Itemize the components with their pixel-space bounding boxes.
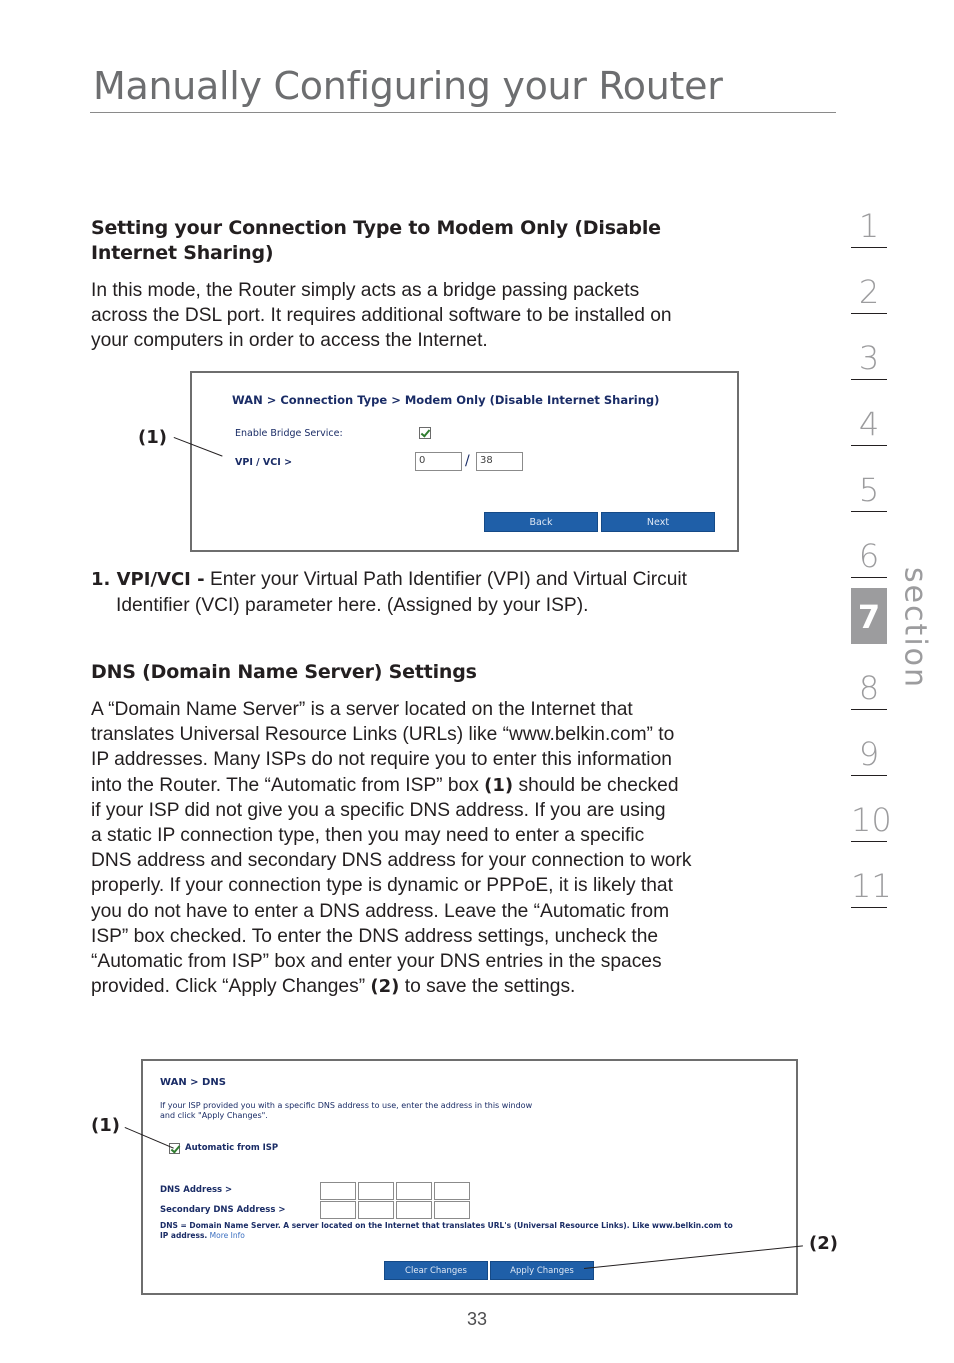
bridge-service-checkbox[interactable] [419,427,431,439]
vpi-vci-separator: / [465,453,470,469]
section-tab-4[interactable]: 4 [851,380,887,446]
modem-only-paragraph: In this mode, the Router simply acts as a bridge passing packets across the DSL port. It requires additional software to be installed on your computers in order to access the Internet. [91,280,672,352]
dns-intro-line1: If your ISP provided you with a specific DNS address to use, enter the address in this window [160,1101,533,1110]
vpi-vci-item: 1. VPI/VCI - Enter your Virtual Path Identifier (VPI) and Virtual Circuit Identifier (VCI) parameter here. (Assigned by your ISP). [91,569,688,616]
dns-octet-4[interactable] [434,1182,470,1200]
title-divider [90,112,836,113]
section-tab-11[interactable]: 11 [851,842,887,908]
dns-paragraph: A “Domain Name Server” is a server located on the Internet that translates Universal Resource Links (URLs) like “www.belkin.com” to IP addresses. Many ISPs do not require you to enter this information into the Router. The “Automatic from ISP” box (1) should be checked if your ISP did not give you a specific DNS address. If you are using a static IP connection type, then you may need to enter a specific DNS address and secondary DNS address for your connection to work properly. If your connection type is dynamic or PPPoE, it is likely that you do not have to enter a DNS address. Leave the “Automatic from ISP” box checked. To enter the DNS address settings, uncheck the “Automatic from ISP” box and enter your DNS entries in the spaces provided. Click “Apply Changes” (2) to save the settings. [91,699,692,998]
secondary-dns-octet-2[interactable] [358,1201,394,1219]
section-tab-7-active[interactable]: 7 [851,588,887,644]
section-tab-8[interactable]: 8 [851,644,887,710]
wan-breadcrumb: WAN > Connection Type > Modem Only (Disable Internet Sharing) [232,393,660,407]
bridge-service-label: Enable Bridge Service: [235,428,343,439]
back-button[interactable]: Back [484,512,598,532]
dns-screenshot [141,1059,798,1295]
page-title: Manually Configuring your Router [93,64,723,108]
vpi-vci-item-label: 1. VPI/VCI - [91,569,205,590]
dns-address-label: DNS Address > [160,1185,233,1195]
clear-changes-button[interactable]: Clear Changes [384,1261,488,1280]
automatic-from-isp-label: Automatic from ISP [185,1143,279,1153]
secondary-dns-octet-1[interactable] [320,1201,356,1219]
section-tab-2[interactable]: 2 [851,248,887,314]
secondary-dns-octet-4[interactable] [434,1201,470,1219]
dns-octet-1[interactable] [320,1182,356,1200]
section-tab-6[interactable]: 6 [851,512,887,578]
next-button[interactable]: Next [601,512,715,532]
section-tab-10[interactable]: 10 [851,776,887,842]
dns-heading: DNS (Domain Name Server) Settings [91,661,477,683]
dns-breadcrumb: WAN > DNS [160,1077,226,1088]
more-info-link[interactable]: More Info [209,1231,245,1240]
section-tab-5[interactable]: 5 [851,446,887,512]
section-tab-9[interactable]: 9 [851,710,887,776]
dns-note-line1: DNS = Domain Name Server. A server located on the Internet that translates URL's (Universal Resource Links). Like www.belkin.com to [160,1221,733,1230]
vpi-input[interactable]: 0 [415,452,462,471]
dns-note-line2: IP address. More Info [160,1231,245,1240]
secondary-dns-octet-3[interactable] [396,1201,432,1219]
dns-octet-2[interactable] [358,1182,394,1200]
vpi-vci-label: VPI / VCI > [235,457,293,468]
automatic-from-isp-checkbox[interactable] [169,1143,180,1154]
section-tabs [851,182,892,908]
vci-input[interactable]: 38 [476,452,523,471]
section-tab-3[interactable]: 3 [851,314,887,380]
callout-1-modem: (1) [138,427,167,448]
modem-only-heading: Setting your Connection Type to Modem Only (Disable Internet Sharing) [91,217,661,264]
secondary-dns-label: Secondary DNS Address > [160,1205,286,1215]
apply-changes-button[interactable]: Apply Changes [490,1261,594,1280]
page-number: 33 [466,1309,488,1329]
callout-2-dns: (2) [809,1233,838,1254]
section-label: section [897,566,933,690]
modem-only-screenshot [190,371,739,552]
section-tab-1[interactable]: 1 [851,182,887,248]
callout-1-dns: (1) [91,1115,120,1136]
dns-intro-line2: and click "Apply Changes". [160,1111,268,1120]
dns-octet-3[interactable] [396,1182,432,1200]
